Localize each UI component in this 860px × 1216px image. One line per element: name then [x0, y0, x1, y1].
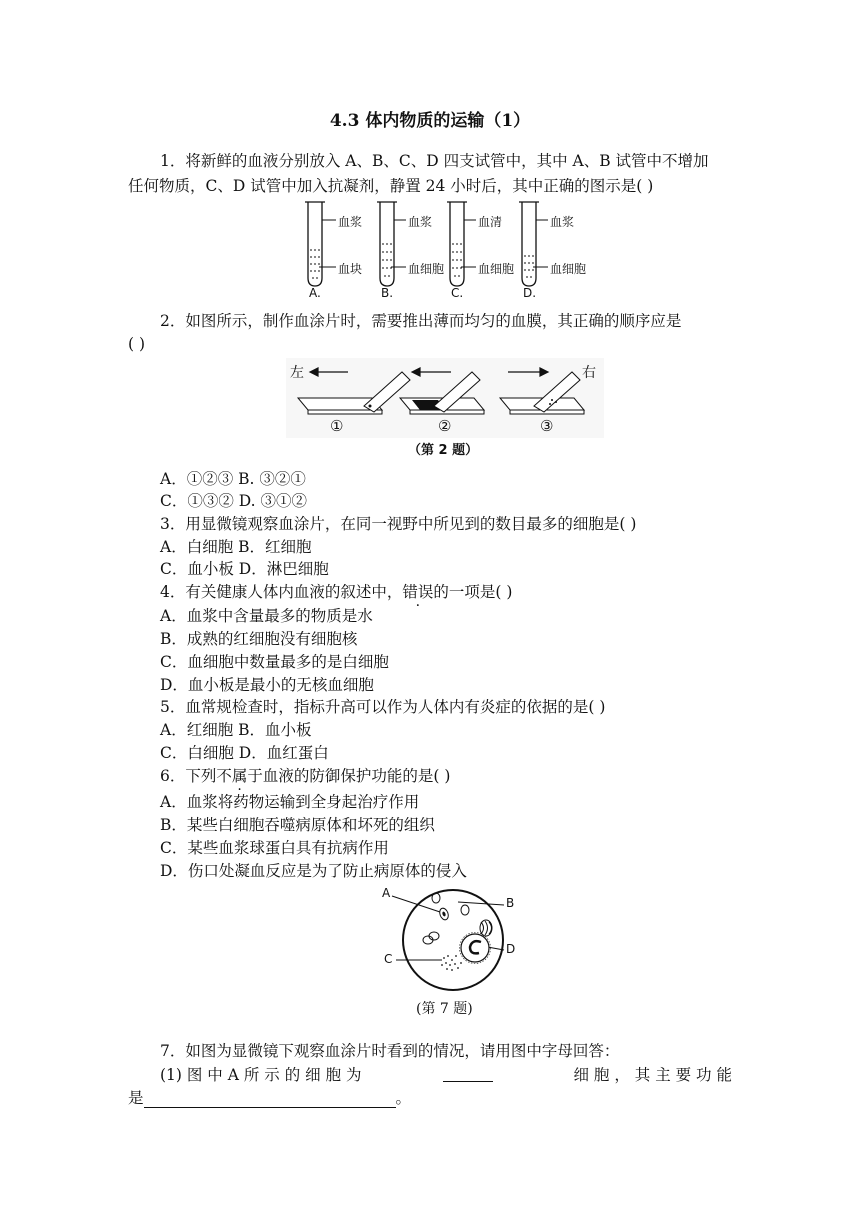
right-label: 右	[582, 365, 596, 381]
tube-b	[377, 202, 406, 286]
tube-c	[447, 202, 476, 286]
q7-figure-caption: (第 7 题)	[416, 1001, 473, 1017]
step-1-number: ①	[330, 417, 344, 435]
q3-stem: 3．用显微镜观察血涂片，在同一视野中所见到的数目最多的细胞是( )	[160, 515, 637, 533]
q6-option-a: A．血浆将药物运输到全身起治疗作用	[160, 793, 420, 811]
q1-stem-line2: 任何物质，C、D 试管中加入抗凝剂，静置 24 小时后，其中正确的图示是( )	[128, 177, 654, 195]
q2-smear-figure	[286, 358, 604, 458]
q1-stem-line1: 1．将新鲜的血液分别放入 A、B、C、D 四支试管中，其中 A、B 试管中不增加	[160, 152, 709, 170]
q7-stem: 7．如图为显微镜下观察血涂片时看到的情况，请用图中字母回答：	[160, 1042, 620, 1060]
tube-d-top-label: 血浆	[550, 215, 575, 229]
tube-d-bottom-label: 血细胞	[550, 262, 587, 276]
q2-options-line1: A．①②③ B. ③②①	[160, 470, 306, 488]
label-b: B	[506, 896, 515, 910]
q2-stem-line1: 2．如图所示，制作血涂片时，需要推出薄而均匀的血膜，其正确的顺序应是	[160, 312, 682, 330]
q6-option-b: B．某些白细胞吞噬病原体和坏死的组织	[160, 816, 435, 834]
q7-blank-function[interactable]	[144, 1091, 396, 1108]
tube-b-bottom-label: 血细胞	[408, 262, 445, 276]
tube-a	[305, 202, 336, 286]
q5-options-line2: C．白细胞 D．血红蛋白	[160, 744, 329, 762]
q6-option-d: D．伤口处凝血反应是为了防止病原体的侵入	[160, 862, 467, 880]
tube-c-bottom-label: 血细胞	[478, 262, 515, 276]
label-a: A	[382, 886, 391, 900]
step-2-number: ②	[438, 417, 452, 435]
q2-options-line2: C．①③② D. ③①②	[160, 492, 308, 510]
q3-options-line2: C．血小板 D．淋巴细胞	[160, 560, 329, 578]
q4-option-d: D．血小板是最小的无核血细胞	[160, 676, 374, 694]
left-label: 左	[290, 365, 304, 381]
tube-c-top-label: 血清	[478, 215, 503, 229]
q7-microscope-figure	[378, 884, 528, 1018]
tube-d	[519, 202, 548, 286]
q4-emphasis: 错误	[402, 583, 434, 601]
tube-a-letter: A.	[309, 286, 321, 300]
q7-sub1-line2: 是 。	[128, 1089, 412, 1107]
q6-stem: 6．下列不属于血液的防御保护功能的是( )	[160, 767, 451, 785]
q7-blank-cell-type[interactable]	[443, 1065, 493, 1082]
q4-option-c: C．血细胞中数量最多的是白细胞	[160, 653, 389, 671]
q6-emphasis: 不属于	[216, 767, 263, 785]
step-3-number: ③	[540, 417, 554, 435]
tube-c-letter: C.	[451, 286, 464, 300]
q4-option-b: B．成熟的红细胞没有细胞核	[160, 630, 358, 648]
page-title: 4.3 体内物质的运输（1）	[329, 111, 531, 131]
q5-options-line1: A．红细胞 B．血小板	[160, 721, 312, 739]
tube-d-letter: D.	[523, 286, 537, 300]
tube-b-top-label: 血浆	[408, 215, 433, 229]
q7-sub1-line1: (1) 图 中 A 所 示 的 细 胞 为 细 胞 ， 其 主 要 功 能	[160, 1066, 732, 1084]
q6-option-c: C．某些血浆球蛋白具有抗病作用	[160, 839, 389, 857]
q4-option-a: A．血浆中含量最多的物质是水	[160, 607, 373, 625]
label-d: D	[506, 942, 516, 956]
tube-a-top-label: 血浆	[338, 215, 363, 229]
label-c: C	[384, 952, 393, 966]
q4-stem: 4．有关健康人体内血液的叙述中，错误的一项是( )	[160, 583, 513, 601]
q2-figure-caption: （第 2 题）	[408, 443, 479, 458]
q3-options-line1: A．白细胞 B．红细胞	[160, 538, 312, 556]
q1-test-tubes-figure	[296, 200, 606, 300]
q5-stem: 5．血常规检查时，指标升高可以作为人体内有炎症的依据的是( )	[160, 698, 606, 716]
q2-stem-line2: ( )	[128, 335, 146, 353]
tube-a-bottom-label: 血块	[338, 262, 363, 276]
tube-b-letter: B.	[381, 286, 394, 300]
